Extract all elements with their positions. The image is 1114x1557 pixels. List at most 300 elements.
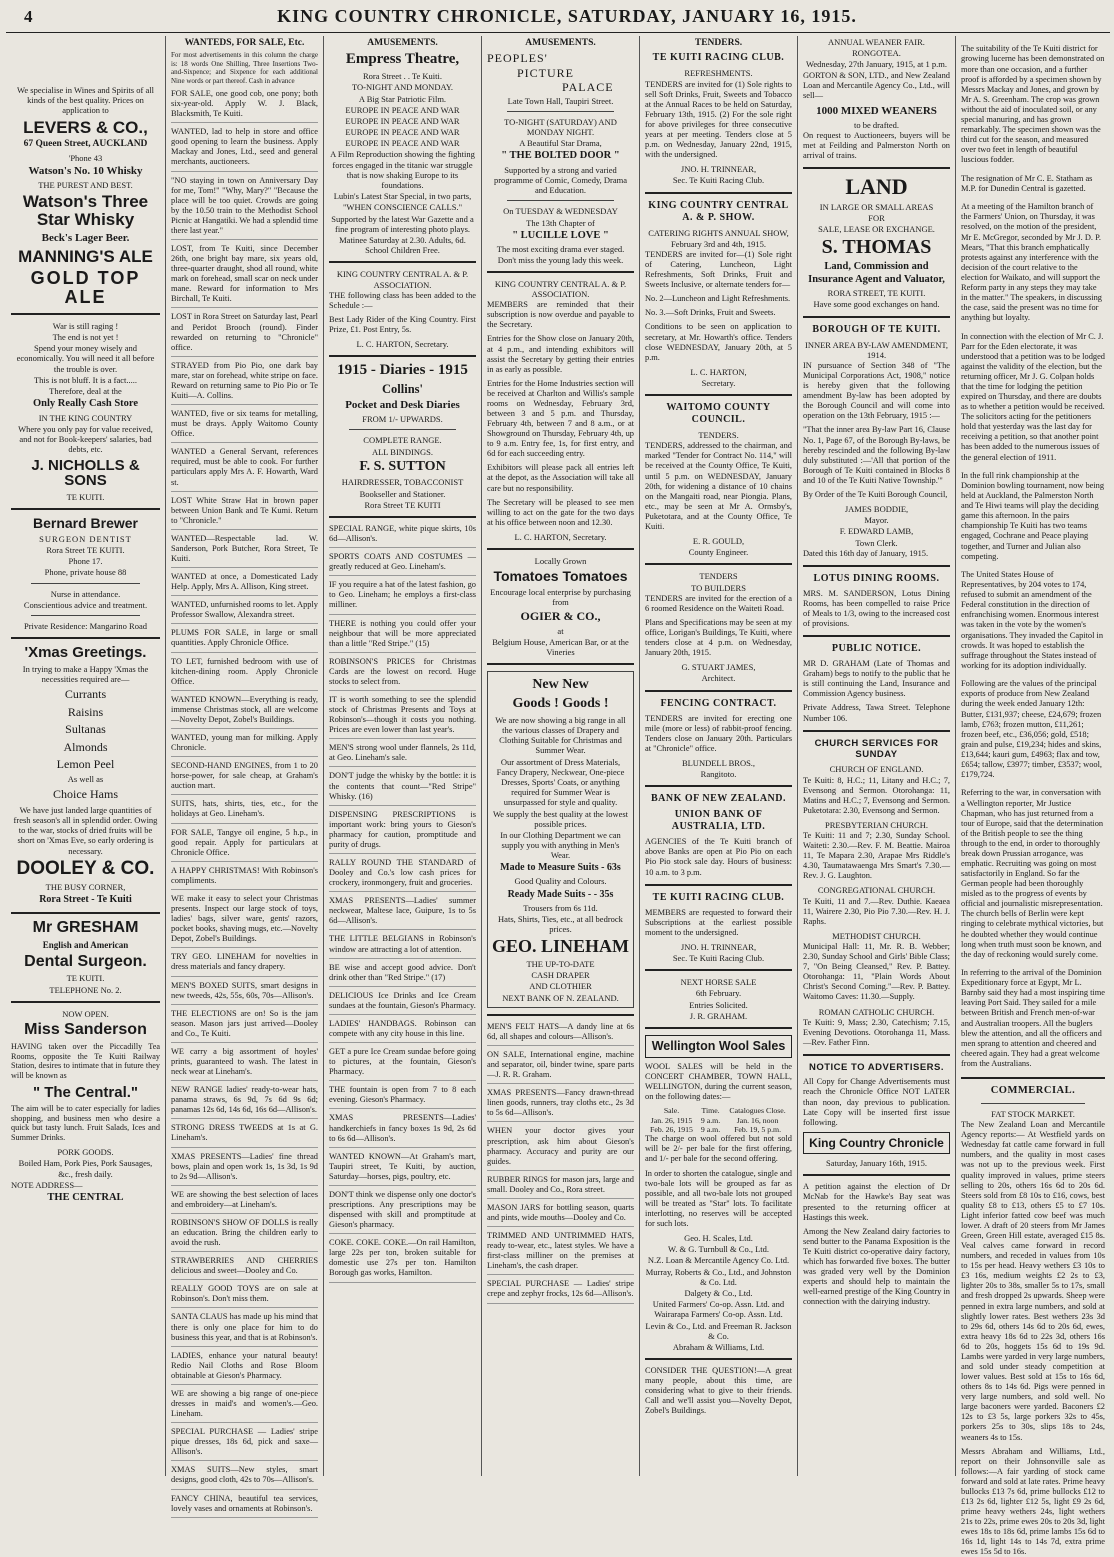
classified-ad: LOST White Straw Hat in brown paper between Union Bank and Te Kumi. Return to "Chronicle." [171, 496, 318, 530]
wool-order: In order to shorten the catalogue, single and two-bale lots will be grouped as far as possible, and all two-bale lots not grouped will be treated as "Star" lots. To facilitate interlotting, no reserves will be accepted for such lots. [645, 1168, 792, 1228]
wool-dates-table [645, 1106, 792, 1134]
mayor: Mayor. [864, 515, 889, 526]
dated-line: Dated this 16th day of January, 1915. [803, 548, 929, 558]
europe-line: EUROPE IN PEACE AND WAR [345, 138, 460, 149]
table-cell: Jan. 26, 1915 [650, 1115, 693, 1125]
levers-name: LEVERS & CO., [23, 117, 148, 137]
market-report: The New Zealand Loan and Mercantile Agency reports:— At Westfield yards on Wednesday fat cattle came forward in full numbers, and the quality in most cases was not up to the previous week. First quality improved in values, prime steers selling to 20s, others 16s 6d to 20s 6d. Steers sold from £8 10s to £16, cows, best quality £8 to £13, others £5 to £7 10s. Light inferior fatted cow beef was much lower. A draft of 20 steers from Mr James Green, Green Hill estate, averaged £15 8s. Veal calves came forward in record numbers, and receded in values from 10s to 15s per head. Heavy wethers £3 10s to £3 16s, medium weights £2 2s to £3, lighter 20s to 38s, smaller 5s to 17s, small and fresh dropped 2s upwards. Sheep were penned in extra large numbers, and sold at slightly lower rates. Best wethers 23s 3d to 29s 6d, others 14s 6d to 20s 6d, ewes, extra heavy 18s 6d to 22s 3d, others 16s 6d to 20s, hoggets 15s 6d to 19s 9d. Lambs were yarded in very large numbers, and sold under steady competition at lower values. Best sold at 15s to 16s 6d, others 8s to 14s 6d. Pigs were penned in very large numbers, and sold well. No large baconers were yarded. Baconers £2 12s to £3 5s, large porkers 32s to 45s, porkers 25s to 30s, slips 18s to 24s, weaners 4s to 15s. [961, 1120, 1105, 1442]
bylaw-text: "That the inner area By-law Part 16, Clause No. 1, Page 67, of the Borough By-laws, be hereby rescinded and the following By-law duly substituted :—'All that portion of the Borough of Te Kuiti contained in Blocks 8 and 10 of the Te Kuiti Native Township.'" [803, 425, 950, 485]
commercial-heading: COMMERCIAL. [990, 1085, 1076, 1097]
column-1 [6, 36, 166, 1476]
news-paragraph: In the full rink championship at the Dominion bowling tournament, now being held at Auckland, the Palmerston North and Te Hiwi teams will play the deciding game this afternoon. In the pairs championship Te Kuiti has two teams engaged, Cochrane and Peace playing together, and Turner and Julian also competing. [961, 471, 1105, 561]
small-ad: WANTED KNOWN—At Graham's mart, Taupiri street, Te Kuiti, by auction, Saturday—horses, pigs, poultry, etc. [329, 1152, 476, 1186]
classified-ad: WE are showing a big range of one-piece dresses in maid's and women's.—Geo. Lineham. [171, 1389, 318, 1423]
cash-draper: CASH DRAPER [531, 970, 590, 981]
pork-goods-head: PORK GOODS. [57, 1147, 114, 1158]
wool-firm: N.Z. Loan & Mercantile Agency Co. Ltd. [647, 1255, 790, 1266]
good-quality: Good Quality and Colours. [514, 876, 607, 887]
from-price: FROM 1/- UPWARDS. [362, 414, 443, 425]
kc-assoc-heading: KING COUNTRY CENTRAL A. & P. ASSOCIATION. [494, 278, 627, 299]
kc-chronicle-date: Saturday, January 16th, 1915. [826, 1158, 927, 1169]
classified-ad: STRAYED from Pio Pio, one dark bay mare, star on forehead, white stripe on face. Reward on returning same to Pio Pio or Te Kuiti—A. Collins. [171, 361, 318, 405]
news-paragraph: In connection with the election of Mr C. J. Parr for the Eden electorate, it was understood that a petition was to be lodged against the validity of the election, but the returning officer, Mr J. G. Colpan holds that the time for lodging the petition expired on Thursday, and there are doubts as to whether a petition would be received. The solicitors acting for the petitioners hold that yesterday was the last day for receiving a petition, so that another point has been added to the numerous issues of the general election of 1911. [961, 331, 1105, 462]
news-paragraph: Following are the values of the principal exports of produce from New Zealand during the week ended January 12th: Butter, £131,937; cheese, £24,679; frozen lamb, £763; frozen mutton, £11,261; frozen beef, etc., £36,056; gold, £518; grain and pulse, £19,234; hides and skins, £13,644; kauri gum, £4963; flax and tow, £654; tallow, £3977; timber, £3537; wool, £179,724. [961, 679, 1103, 779]
church-name: ROMAN CATHOLIC CHURCH. [818, 1006, 935, 1017]
amusements-heading: AMUSEMENTS. [367, 38, 438, 48]
kc-central-class: Best Lady Rider of the King Country. First Prize, £1. Post Entry, 5s. [329, 314, 476, 334]
choice-hams: Choice Hams [53, 787, 118, 802]
classified-ad: FOR SALE, one good cob, one pony; both six-year-old. Apply W. J. Black, Blacksmith, Te Kuiti. [171, 89, 318, 123]
classified-ad: NEW RANGE ladies' ready-to-wear hats, panama straws, 6s 9d, 7s 6d 9s 6d; panamas 12s 6d, 14s 6d, 16s 6d—Allison's. [171, 1085, 318, 1119]
becks-lager: Beck's Lager Beer. [41, 232, 130, 245]
sutton-bookseller: Bookseller and Stationer. [359, 488, 446, 499]
now-open: NOW OPEN. [62, 1008, 109, 1019]
harton-3-sec: Secretary. [701, 377, 736, 388]
war-line-2: The end is not yet ! [52, 332, 119, 343]
tomatoes-ad [487, 556, 634, 657]
new-new: New New [532, 677, 589, 693]
gorton-text: GORTON & SON, LTD., and New Zealand Loan and Mercantile Agency Co., Ltd., will sell— [803, 70, 950, 100]
small-ad: BE wise and accept good advice. Don't drink other than "Red Stripe." (17) [329, 963, 476, 987]
church-name: CONGREGATIONAL CHURCH. [817, 885, 936, 896]
classified-ad: WANTED a General Servant, references required, must be able to cook. For further particulars apply Mrs A. F. Howarth, Ward st. [171, 447, 318, 491]
public-notice: PUBLIC NOTICE. [831, 643, 922, 655]
xmas-item: Raisins [67, 704, 104, 719]
exciting-drama: The most exciting drama ever staged. Don't miss the young lady this week. [496, 244, 625, 265]
war-line-1: War is still raging ! [52, 320, 119, 331]
nicholls-name: J. NICHOLLS & SONS [31, 456, 140, 490]
weaner-fair: ANNUAL WEANER FAIR. [828, 37, 925, 47]
xmas-tail: We have just landed large quantities of fresh season's all in splendid order. Owing to the war, stocks of dried fruits will be short on 'Xmas Eve, so early ordering is necessary. [13, 804, 158, 856]
small-ad: DISPENSING PRESCRIPTIONS is important work: bring yours to Gieson's pharmacy for caution, promptitude and purity of drugs. [329, 810, 476, 854]
only-cash-store: Only Really Cash Store [32, 398, 139, 410]
classified-ad: WANTED, young man for milking. Apply Chronicle. [171, 733, 318, 757]
wool-firm: Geo. H. Scales, Ltd. [684, 1233, 753, 1243]
small-ad: XMAS PRESENTS—Ladies' handkerchiefs in fancy boxes 1s 9d, 2s 6d to 6s 6d—Allison's. [329, 1113, 476, 1147]
graham-address: Private Address, Tawa Street. Telephone Number 106. [803, 703, 950, 723]
feb-6: 6th February. [695, 988, 742, 999]
rates-text: For most advertisements in this column the charge is: 18 words One Shilling, Three Insertions Two-and-Sixpence; and Sixpence for each additional Nine words or part thereof. Cash in advance [171, 51, 318, 85]
waitomo-tenders: TENDERS. [698, 430, 739, 441]
diaries-ad [329, 363, 476, 510]
supply-text: We supply the best quality at the lowest possible prices. [492, 808, 629, 829]
xmas-heading: 'Xmas Greetings. [24, 644, 147, 662]
architect: Architect. [701, 673, 736, 684]
church-times: Municipal Hall: 11, Mr. R. B. Webber; 2.30, Sunday School and Girls' Bible Class; 7, "On Being Cleansed," Rev. P. Battey. Otorohanga: 11, "Plain Words About Christ's Second Coming."—Rev. P. Battey. Waitomo Caves: 11.30.—Supply. [803, 942, 950, 1002]
kc-show-heading: KING COUNTRY CENTRAL A. & P. SHOW. [648, 199, 789, 223]
spend-text: Spend your money wisely and economically. You will need it all before the trouble is over. [16, 343, 155, 374]
agencies-text: AGENCIES of the Te Kuiti branch of above Banks are open at Pio Pio on each Pio Pio stock sale day. Hours of business: 10 a.m. to 3 p.m. [645, 837, 792, 877]
xmas-intro: In trying to make a Happy 'Xmas the necessities required are— [22, 663, 149, 685]
watsons-10: Watson's No. 10 Whisky [28, 164, 143, 177]
busy-corner: THE BUSY CORNER, [45, 881, 126, 892]
harton-sign-2: L. C. HARTON, Secretary. [514, 531, 607, 542]
wool-text: WOOL SALES will be held in the CONCERT CHAMBER, TOWN HALL, WELLINGTON, during the current season, on the following dates:— [645, 1061, 792, 1102]
news-paragraph: At a meeting of the Hamilton branch of the Farmers' Union, on Thursday, it was resolved, on the motion of the president, Mr E. McGregor, seconded by Mr J. D. P. Mears, "That this branch emphatically protests against any interference with the decision of the court relative to the election for Waikato, and will support the Reform party in any steps they may take in the matter." The speakers, in discussing the case, said the present was no time for anything but loyalty. [961, 202, 1102, 323]
empress-supported: Supported by the latest War Gazette and a fine program of interesting photo plays. [331, 213, 474, 234]
news-paragraph: Referring to the war, in conversation with a Wellington reporter, Mr Justice Chapman, who has just returned from a tour of Europe, said that the determination of the British people to see the thing through to the end, in order to thoroughly break down Prussian arrogance, was emphatic. Recruiting was going on most satisfactorily in England. So far the German people had been thoroughly misled as to the progress of events by official and journalistic misrepresentation. The church bells of Berlin were kept ringing to celebrate mythical victories, but he doubted whether they would continue long when truth must soon be known, and the day of reckoning would surely come. [961, 788, 1104, 959]
peoples: PEOPLES' [487, 51, 548, 66]
classified-ad: LOST in Rora Street on Saturday last, Pearl and Peridot Brooch (round). Finder rewarded on returning to "Chronicle" office. [171, 312, 318, 356]
lotus-text: MRS. M. SANDERSON, Lotus Dining Rooms, has been compelled to raise Price of Meals to 1/3, owing to the increased cost of provisions. [803, 588, 950, 629]
wines-intro: We specialise in Wines and Spirits of all kinds of the best quality. Prices on application to [17, 85, 154, 116]
church-list [803, 764, 950, 1048]
classified-ad: REALLY GOOD TOYS are on sale at Robinson's. Don't miss them. [171, 1284, 318, 1308]
kc-home-industries: Entries for the Home Industries section will be received at Charlton and Willis's sample rooms on Wednesday, February 3rd, between 3 and 5 p.m. and Thursday, February 4th, between 7 and 8 a.m., or at Showground on Thursday, February 4th, up to 9 a.m. Entry fee, 1s, for first entry, and 6d for each succeeding entry. [487, 378, 634, 459]
small-ad: THE LITTLE BELGIANS in Robinson's window are attracting a lot of attention. [329, 934, 476, 958]
aim-text: The aim will be to cater especially for ladies shopping, and business men who desire a quick but tasty lunch. Fruit Salads, Ices and Summer Drinks. [11, 1103, 160, 1143]
kc-association-ad [487, 279, 634, 542]
purest-line: THE PUREST AND BEST. [38, 180, 133, 191]
gresham-name: Mr GRESHAM [32, 918, 139, 936]
graham: J. R. GRAHAM. [689, 1010, 748, 1021]
sutton-address: Rora Street TE KUITI [364, 499, 441, 510]
ogier-at: at [557, 625, 564, 636]
church-name: METHODIST CHURCH. [832, 930, 921, 941]
small-ad: SPECIAL RANGE, white pique skirts, 10s 6d—Allison's. [329, 524, 476, 548]
table-cell: Feb. 26, 1915 [650, 1124, 693, 1134]
classified-ad: WANTED—Respectable lad. W. Sanderson, Pork Butcher, Rora Street, Te Kuiti. [171, 534, 318, 568]
small-ad: COKE. COKE. COKE.—On rail Hamilton, large 22s per ton, broken suitable for domestic use 27s per ton. Hamilton Borough gas works, Hamilton. [329, 1238, 476, 1282]
table-row [645, 1125, 792, 1134]
refreshments: REFRESHMENTS. [684, 68, 753, 79]
entries-solicited: Entries Solicited. [689, 999, 748, 1010]
as-well-as: As well as [67, 774, 104, 785]
land-commission: Land, Commission and Insurance Agent and Valuator, [808, 261, 945, 285]
lineham-name: GEO. LINEHAM [491, 936, 629, 957]
fat-stock-heading: FAT STOCK MARKET. [991, 1108, 1075, 1119]
table-cell: 9 a.m. [700, 1115, 721, 1125]
rongotea: RONGOTEA. [852, 48, 901, 59]
classified-ad: XMAS SUITS—New styles, smart designs, good cloth, 42s to 70s—Allison's. [171, 1465, 318, 1489]
boddie: JAMES BODDIE, [844, 504, 909, 515]
gould: E. R. GOULD, [692, 536, 745, 546]
small-ad: ON SALE, International engine, machine and separator, oil, binder twine, spare parts—J. R. R. Graham. [487, 1050, 634, 1084]
small-ad: THERE is nothing you could offer your neighbour that will be more appreciated than a little "Red Stripe." (15) [329, 619, 476, 653]
sanderson-ad [11, 1009, 160, 1205]
small-ad: LADIES' HANDBAGS. Robinson can compete with any city house in this line. [329, 1019, 476, 1043]
for-word: FOR [868, 212, 885, 223]
small-ad: ROBINSON'S PRICES for Christmas Cards are the lowest on record. Huge stocks to select from. [329, 657, 476, 691]
in-large-areas: IN LARGE OR SMALL AREAS [819, 201, 934, 212]
small-ad: RALLY ROUND THE STANDARD of Dooley and Co.'s low cash prices for crockery, ironmongery, fruit and groceries. [329, 858, 476, 892]
gresham-ad [11, 920, 160, 995]
catering-rights: CATERING RIGHTS ANNUAL SHOW, [648, 227, 789, 238]
collins: Collins' [382, 381, 423, 396]
classified-ad: TO LET, furnished bedroom with use of kitchen-dining room. Apply Chronicle Office. [171, 657, 318, 691]
gresham-telephone: TELEPHONE No. 2. [49, 984, 122, 995]
harton-3: L. C. HARTON, [690, 366, 747, 377]
wanteds-heading: WANTEDS, FOR SALE, Etc. [184, 38, 305, 48]
classified-ad: TRY GEO. LINEHAM for novelties in dress materials and fancy drapery. [171, 952, 318, 976]
wool-charge: The charge on wool offered but not sold will be 2/- per bale for the first offering, and 1/- per bale for the second offering. [645, 1134, 792, 1164]
land-title: LAND [845, 174, 908, 200]
thomas-name: S. THOMAS [821, 236, 932, 259]
lubin-special: Lubin's Latest Star Special, in two parts, [333, 191, 472, 202]
europe-line: EUROPE IN PEACE AND WAR [345, 115, 460, 126]
gold-top-ale: GOLD TOP ALE [30, 268, 141, 307]
pocket-desk-diaries: Pocket and Desk Diaries [345, 398, 460, 411]
column-3 [324, 36, 482, 1476]
encourage-text: Encourage local enterprise by purchasing from [490, 586, 631, 608]
classified-ad: WE make it easy to select your Christmas presents. Inspect our large stock of toys, ladies' bags, silver ware, gents' razors, pocket books, shaving mugs, etc.—Novelty Depot, Zobel's Buildings. [171, 894, 318, 948]
xmas-item: Currants [64, 687, 107, 702]
xmas-ad [11, 645, 160, 906]
brewer-title: SURGEON DENTIST [39, 533, 132, 544]
where-text: Where you only pay for value received, and not for Book-keepers' salaries, bad debts, etc. [18, 423, 153, 455]
wool-firms [645, 1233, 792, 1352]
classified-ad: WE are showing the best selection of laces and embroidery—at Lineham's. [171, 1190, 318, 1214]
note-address: NOTE ADDRESS— [11, 1179, 83, 1190]
tomatoes-title: Tomatoes Tomatoes [493, 568, 628, 585]
wool-firm: Levin & Co., Ltd. and Freeman R. Jackson & Co. [645, 1320, 792, 1341]
kc-central-ad [329, 269, 476, 349]
hats-shirts: Hats, Shirts, Ties, etc., at all bedrock prices. [498, 913, 623, 934]
belgium-house: Belgium House, American Bar, or at the Vineries [492, 636, 629, 658]
news-paragraph: The United States House of Representatives, by 204 votes to 174, refused to submit an amendment of the Federal constitution in the direction of enfranchising women. Enormous interest was taken in the vote by the women's organisations. They invaded the Capitol in crowds. It was hoped to establish the suffrage throughout the States instead of working for its adoption individually. [961, 570, 1104, 670]
racing-members: MEMBERS are requested to forward their Subscriptions at the earliest possible moment to the undersigned. [645, 907, 792, 937]
when-conscience-calls: "WHEN CONSCIENCE CALLS." [342, 202, 463, 213]
lucille-love: " LUCILLE LOVE " [512, 229, 609, 241]
the-central-2: THE CENTRAL [47, 1191, 124, 1203]
column-7 [956, 36, 1110, 1557]
all-bindings: ALL BINDINGS. [371, 446, 434, 457]
in-king-country: IN THE KING COUNTRY [38, 412, 133, 423]
matinee-line: Matinee Saturday at 2.30. Adults, 6d. School Children Free. [339, 234, 466, 256]
lamb: F. EDWARD LAMB, [839, 526, 914, 537]
ogier-name: OGIER & CO., [520, 609, 601, 624]
lineham-ad [487, 671, 634, 1008]
showing-text: We are now showing a big range in all the various classes of Drapery and Clothing Suitable for Christmas and Summer Wear. [495, 714, 626, 756]
sutton-name: F. S. SUTTON [359, 458, 446, 474]
graham-notice: MR D. GRAHAM (Late of Thomas and Graham) begs to notify to the public that he is still continuing the Land, Insurance and Commission Agency business. [803, 659, 950, 699]
classified-ad: XMAS PRESENTS—Ladies' fine thread bows, plain and open work 1s, 1s 3d, 1s 9d to 2s 9d—Allison's. [171, 1152, 318, 1186]
catering-conditions: Conditions to be seen on application to secretary, at Mr. Howarth's office. Tenders close WEDNESDAY, January 20th, at 5 p.m. [645, 322, 792, 362]
picture: PICTURE [517, 65, 575, 80]
levers-phone: 'Phone 43 [68, 152, 103, 163]
classified-ad: SUITS, hats, shirts, ties, etc., for the holidays at Geo. Lineham's. [171, 799, 318, 823]
pursuance-text: IN pursuance of Section 348 of "The Municipal Corporations Act, 1908," notice is hereby given that the following amendment By-law has been adopted by the Borough Council and will come into operation on the 13th February, 1915 :— [803, 361, 950, 421]
classified-ad: FANCY CHINA, beautiful tea services, lovely vases and ornaments at Robinson's. [171, 1494, 318, 1518]
brewer-name: Bernard Brewer [32, 515, 139, 532]
racing-club-heading: TE KUITI RACING CLUB. [652, 52, 785, 64]
to-builders: TO BUILDERS [691, 582, 746, 593]
amusements-heading-2: AMUSEMENTS. [525, 38, 596, 48]
table-header: Catalogues Close. [729, 1106, 786, 1116]
kc-exhibitors: Exhibitors will please pack all entries left at the depot, as the Association will take all care but no responsibility. [487, 463, 634, 493]
classified-ad: WANTED, five or six teams for metalling, must be drays. Apply Waitomo County Office. [171, 409, 318, 443]
classified-ad: SANTA CLAUS has made up his mind that there is only one place for him to do business this year, and that is at Robinson's. [171, 1312, 318, 1346]
ready-made: Ready Made Suits - - 35s [507, 888, 614, 900]
classified-ad: ROBINSON'S SHOW OF DOLLS is really an education. Bring the children early to avoid the rush. [171, 1218, 318, 1252]
next-bank: NEXT BANK OF N. ZEALAND. [502, 992, 619, 1003]
gould-title: County Engineer. [688, 547, 749, 558]
classified-ad: WANTED KNOWN—Everything is ready, immense Christmas stock, all are welcome—Novelty Depot, Zobel's Buildings. [171, 695, 318, 729]
brewer-private-phone: Phone, private house 88 [44, 567, 127, 578]
mannings-ale: MANNING'S ALE [18, 247, 153, 267]
racing-tender-text: TENDERS are invited for (1) Sole rights to sell Soft Drinks, Fruit, Sweets and Tobacco at the Annual Races to be held on Saturday, February 13th, 1915. (2) For the sole right for above privileges for three consecutive years at per meeting. Tenders close at 5 p.m. on Wednesday, January 22nd, 1915, with the undersigned. [645, 79, 792, 160]
trinnear-2: JNO. H. TRINNEAR, [680, 941, 757, 952]
col4-small-ads [487, 1022, 634, 1304]
levers-address: 67 Queen Street, AUCKLAND [23, 139, 148, 150]
chapter-13: The 13th Chapter of [526, 217, 595, 228]
complete-range: COMPLETE RANGE. [363, 435, 442, 446]
small-ad: XMAS PRESENTS—Fancy drawn-thread linen goods, runners, tray cloths etc., 2s 3d to 5s 6d—Allison's. [487, 1088, 634, 1122]
kc-central-text: THE following class has been added to the Schedule :— [329, 290, 476, 310]
classified-ad: LOST, from Te Kuiti, since December 26th, one bright bay mare, six years old, three-quarter draught, shod all round, white mark on forehead, small scar on neck under mane. Reward for information to Mrs Birchall, Te Kuiti. [171, 244, 318, 308]
by-order: By Order of the Te Kuiti Borough Council, [803, 489, 948, 499]
bolted-door: " THE BOLTED DOOR " [501, 150, 620, 162]
small-ad: THE fountain is open from 7 to 8 each evening. Gieson's Pharmacy. [329, 1085, 476, 1109]
wool-firm: Dalgety & Co., Ltd. [684, 1287, 753, 1298]
sanderson-name: Miss Sanderson [24, 1020, 147, 1038]
church-name: CHURCH OF ENGLAND. [829, 764, 924, 775]
classified-ad: WANTED at once, a Domesticated Lady Help. Apply, Mrs A. Allison, King street. [171, 572, 318, 596]
brewer-ad [11, 516, 160, 631]
ppp-tonight: TO-NIGHT (SATURDAY) AND MONDAY NIGHT. [504, 116, 617, 137]
bluff-text: This is not bluff. It is a fact..... [33, 374, 137, 385]
table-cell: Jan. 16, noon [736, 1115, 779, 1125]
small-ad: DELICIOUS Ice Drinks and Ice Cream sundaes at the fountain, Gieson's Pharmacy. [329, 991, 476, 1015]
goods-goods: Goods ! Goods ! [512, 696, 609, 712]
news-paragraph: The suitability of the Te Kuiti district for growing lucerne has been demonstrated on more than one occasion, and a further proof is afforded by a specimen shown by Messrs Mackay and Jones, and grown by Mr A. S. Greenham. The crop was grown without the aid of inoculated soil, or any special manuring, and has grown remarkably. The specimen shown was the third cut for the season, and measured over two feet in length of beautiful luscious fodder. [961, 44, 1105, 165]
classified-ads [171, 89, 318, 1518]
inner-area: INNER AREA BY-LAW AMENDMENT, 1914. [804, 339, 949, 360]
europe-line: EUROPE IN PEACE AND WAR [345, 104, 460, 115]
patriotic-film: A Big Star Patriotic Film. [358, 93, 447, 104]
small-ad: DON'T think we dispense only one doctor's prescriptions. Any prescriptions may be dispensed with skill and promptitude at Gieson's pharmacy. [329, 1190, 476, 1234]
small-ad: TRIMMED AND UNTRIMMED HATS, ready to-wear, etc., latest styles. We have a first-class milliner on the premises at Lineham's, the cash draper. [487, 1231, 634, 1275]
thomas-ad [803, 175, 950, 309]
waitomo-heading: WAITOMO COUNTY COUNCIL. [666, 402, 771, 426]
lotus-heading: LOTUS DINING ROOMS. [813, 572, 940, 584]
sutton-trade: HAIRDRESSER, TOBACCONIST [341, 477, 464, 488]
trousers: Trousers from 6s 11d. [523, 902, 598, 913]
trinnear-sec: Sec. Te Kuiti Racing Club. [672, 175, 765, 186]
classified-ad: "NO staying in town on Anniversary Day for me, Tom!" "Why, Mary?" "Because the place will be too quiet. Crowds are going by the 10.50 train to the Methodist School Picnic at Hangatiki. We had a splendid time there last year." [171, 176, 318, 240]
therefore-text: Therefore, deal at the [49, 385, 122, 396]
church-times: Te Kuiti: 11 and 7; 2.30, Sunday School. Waiteti: 2.30.—Rev. F. M. Beattie. Mairoa 11, Te Mapara 2.30, Arapae Mrs Riddle's 4.30, Taumatawaenga Mrs Smart's 7.30.—Rev. J. G. Laughton. [803, 831, 950, 881]
church-times: Te Kuiti: 8, H.C.; 11, Litany and H.C.; 7, Evensong and Sermon. Otorohanga: 11, Matins and H.C.; 7, Evensong and Sermon. Puketotara: 2.30, Evensong and Sermon. [803, 775, 950, 815]
classified-ad: A HAPPY CHRISTMAS! With Robinson's compliments. [171, 866, 318, 890]
masthead [6, 6, 1110, 33]
builders-tenders: TENDERS [699, 571, 738, 582]
tuesday-wednesday: On TUESDAY & WEDNESDAY [503, 206, 618, 217]
xmas-item: Sultanas [65, 722, 106, 737]
tenders-heading: TENDERS. [694, 38, 743, 48]
nicholls-ad [11, 321, 160, 502]
small-ad: SPORTS COATS AND COSTUMES —greatly reduced at Geo. Lineham's. [329, 552, 476, 576]
classified-ad: FOR SALE, Tangye oil engine, 5 h.p., in good repair. Apply for particulars at Chronicle Office. [171, 828, 318, 862]
made-to-measure: Made to Measure Suits - 63s [500, 862, 621, 874]
dooley-name: DOOLEY & CO. [16, 857, 155, 879]
news-paragraph: In referring to the arrival of the Dominion Expeditionary force at Egypt, Mr L. Barnby said they had a most inspiring time leaving Port Said. They sailed for a mile between British and French men-of-war and Australian troopers. All the buglers blew the attention, and all the officers and men sprang to attention and cheered and cheered again. They had a great welcome from the Australians. [961, 968, 1105, 1068]
church-name: PRESBYTERIAN CHURCH. [825, 819, 928, 830]
late-town-hall: Late Town Hall, Taupiri Street. [507, 95, 614, 106]
small-ad: DON'T judge the whisky by the bottle: it is the contents that count—"Red Stripe" Whisky. (16) [329, 771, 476, 805]
harton-sign: L. C. HARTON, Secretary. [356, 339, 449, 350]
classified-ad: SECOND-HAND ENGINES, from 1 to 20 horse-power, for sale cheap, at Graham's auction mart. [171, 761, 318, 795]
levers-ad [11, 85, 160, 307]
brewer-phone: Phone 17. [68, 556, 103, 567]
column-5 [640, 36, 798, 1476]
sale-lease-exchange: SALE, LEASE OR EXCHANGE. [818, 223, 935, 234]
column-2 [166, 36, 324, 1513]
builders-text: TENDERS are invited for the erection of a 6 roomed Residence on the Waiteti Road. [645, 593, 792, 613]
small-ad: IT is worth something to see the splendid stock of Christmas Presents and Toys at Robinson's—though it costs you nothing. Prices are even lower than last year's. [329, 695, 476, 739]
church-services-heading: CHURCH SERVICES FOR SUNDAY [814, 737, 939, 761]
copy-text: All Copy for Change Advertisements must reach the Chronicle Office NOT LATER than noon, day previous to publication. Late Copy will be inserted first issue following. [803, 1077, 950, 1127]
gresham-town: TE KUITI. [66, 973, 105, 984]
classified-ad: MEN'S BOXED SUITS, smart designs in new tweeds, 42s, 55s, 60s, 70s—Allison's. [171, 981, 318, 1005]
dooley-address: Rora Street - Te Kuiti [39, 893, 132, 905]
mixed-weaners: 1000 MIXED WEANERS [816, 104, 937, 117]
english-american: English and American [42, 939, 129, 950]
catering-text: TENDERS are invited for—(1) Sole right of Catering, Luncheon, Light Refreshments, Soft Drinks, Fruit and Sweets Inclusive, or alternate tenders for— [645, 249, 792, 290]
empress-address: Rora Street . . Te Kuiti. [362, 71, 443, 82]
kc-secretary: The Secretary will be pleased to see men willing to act on the gate for the two days at his office between noon and 12.30. [487, 497, 634, 527]
small-ad: MEN'S strong wool under flannels, 2s 11d, at Geo. Lineham's sale. [329, 743, 476, 767]
kc-central-heading: KING COUNTRY CENTRAL A. & P. ASSOCIATION. [336, 269, 469, 290]
james: G. STUART JAMES, [681, 662, 756, 673]
xmas-item: Almonds [63, 739, 108, 754]
classified-ad: WANTED, lad to help in store and office good opening to learn the business. Apply Mackay and Jones, Ltd., seed and general merchants, auctioneers. [171, 127, 318, 171]
table-cell: 9 a.m. [700, 1124, 721, 1134]
racing-club-2: TE KUITI RACING CLUB. [652, 891, 785, 903]
up-to-date: THE UP-TO-DATE [526, 959, 595, 970]
film-description: A Film Reproduction showing the fighting forces engaged in the titanic war struggle that is now shaking Europe to its foundations. [330, 149, 475, 191]
brewer-address: Rora Street TE KUITI. [46, 545, 125, 556]
blundell: BLUNDELL BROS., [681, 757, 756, 768]
nicholls-town: TE KUITI. [66, 492, 105, 503]
empress-ad [329, 52, 476, 255]
to-be-drafted: to be drafted. [853, 119, 900, 130]
col3-small-ads [329, 524, 476, 1283]
classified-ad: WE carry a big assortment of hoyles' prints, guaranteed to wash. The latest in neck wear at Lineham's. [171, 1047, 318, 1081]
wool-firm: Abraham & Williams, Ltd. [672, 1341, 765, 1352]
sanderson-text: HAVING taken over the Piccadilly Tea Rooms, opposite the Te Kuiti Railway Station, desires to intimate that in future they will be known as [11, 1041, 160, 1081]
newspaper-title: KING COUNTRY CHRONICLE, SATURDAY, JANUARY 16, 1915. [277, 6, 857, 26]
xmas-item: Lemon Peel [56, 756, 115, 771]
kc-members: MEMBERS are reminded that their subscription is now overdue and payable to the Secretary. [487, 300, 634, 330]
assortment-text: Our assortment of Dress Materials, Fancy Drapery, Neckwear, One-piece Dresses, Sports' Coats, or anything required for Summer Wear is unsurpassed for style and quality. [496, 756, 625, 808]
bnz-heading: BANK OF NEW ZEALAND. [650, 793, 786, 805]
plans-text: Plans and Specifications may be seen at my office, Lorigan's Buildings, Te Kuiti, where tenders close at 4 p.m. on Wednesday, January 20th, 1915. [645, 617, 792, 658]
peoples-picture-palace-ad [487, 51, 634, 264]
classified-ad: THE ELECTIONS are on! So is the jam season. Mason jars just arrived—Dooley and Co., Te Kuiti. [171, 1009, 318, 1043]
waitomo-text: TENDERS, addressed to the chairman, and marked "Tender for Contract No. 114," will be received at the County Office, Te Kuiti, until 5 p.m. on WEDNESDAY, January 20th, for widening a distance of 10 chains on the Mangaiti road, near Piongia. Plans, etc., may be seen at Mr A. Ormsby's, Puketotara, and at the County Office, Te Kuiti. [645, 441, 792, 531]
europe-line: EUROPE IN PEACE AND WAR [345, 127, 460, 138]
nurse-line: Nurse in attendance. [50, 588, 121, 599]
church-times: Te Kuiti: 9, Mass; 2.30, Catechism; 7.15, Evening Devotions. Otorohanga 11, Mass.—Rev. Father Finn. [803, 1017, 950, 1047]
catering-no2: No. 2—Luncheon and Light Refreshments. [645, 294, 791, 304]
town-clerk: Town Clerk. [855, 537, 898, 548]
palace: PALACE [562, 80, 614, 95]
classified-ad: SPECIAL PURCHASE — Ladies' stripe pique dresses, 18s 6d, pick and saxe—Allison's. [171, 1427, 318, 1461]
wool-firm: Murray, Roberts & Co., Ltd., and Johnston & Co. Ltd. [645, 1266, 792, 1287]
classified-ad: STRAWBERRIES AND CHERRIES delicious and sweet—Dooley and Co. [171, 1256, 318, 1280]
weaner-request: On request to Auctioneers, buyers will be met at Feilding and Palmerston North on arrival of trains. [803, 131, 950, 161]
small-ad: XMAS PRESENTS—Ladies' summer neckwear, Maltese lace, Guipure, 1s to 5s 6d—Allison's. [329, 896, 476, 930]
empress-tonight: TO-NIGHT AND MONDAY. [352, 82, 453, 93]
column-4 [482, 36, 640, 1476]
small-ad: GET a pure Ice Cream sundae before going to pictures, at the fountain, Gieson's Pharmacy. [329, 1047, 476, 1081]
classified-ad: PLUMS FOR SALE, in large or small quantities. Apply Chronicle Office. [171, 628, 318, 652]
trinnear: JNO. H. TRINNEAR, [680, 164, 757, 175]
table-header: Time. [701, 1106, 720, 1116]
column-6 [798, 36, 956, 1476]
table-header-row [645, 1106, 792, 1115]
